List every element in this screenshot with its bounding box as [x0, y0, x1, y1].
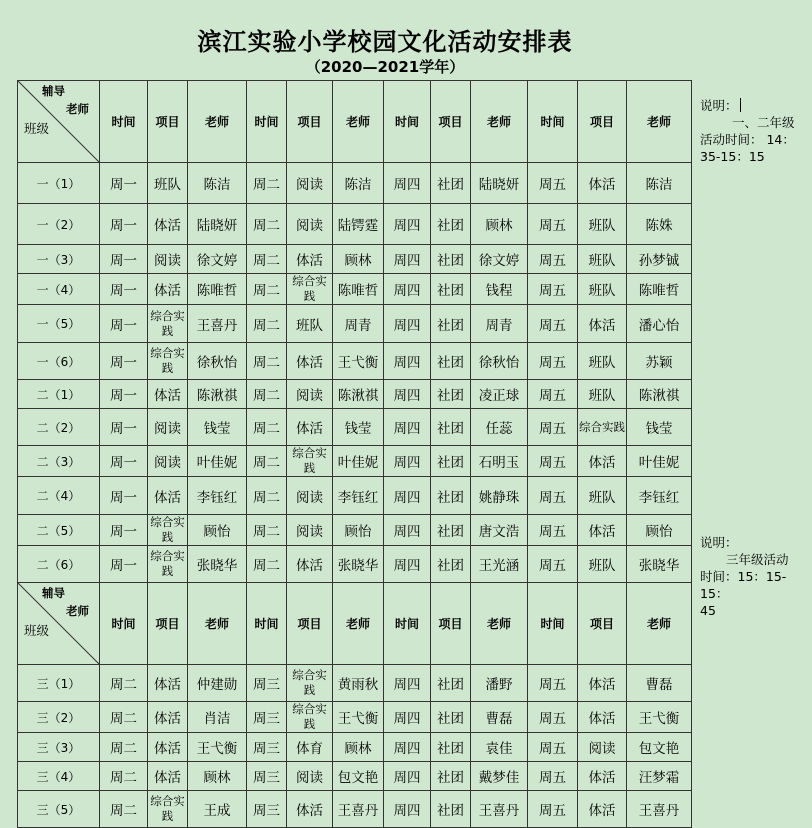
- table-cell: 体活: [578, 702, 627, 733]
- note-line: 三年级活动: [726, 552, 789, 567]
- table-cell: 周一: [100, 446, 148, 477]
- table-cell: 周一: [100, 163, 148, 204]
- table-cell: 周五: [528, 305, 578, 343]
- column-header: 时间: [100, 583, 148, 665]
- table-cell: 苏颖: [627, 343, 692, 380]
- column-header: 时间: [528, 81, 578, 163]
- class-cell: 二（5）: [18, 515, 100, 546]
- table-cell: 社团: [431, 702, 471, 733]
- table-cell: 班队: [148, 163, 188, 204]
- table-cell: 顾林: [188, 762, 247, 791]
- table-cell: 周一: [100, 546, 148, 583]
- table-cell: 周五: [528, 204, 578, 245]
- table-cell: 综合实践: [287, 702, 333, 733]
- table-cell: 周五: [528, 515, 578, 546]
- corner-cell: [18, 583, 100, 665]
- corner-label-mid: 老师: [66, 604, 89, 618]
- table-row: [18, 343, 692, 380]
- table-cell: 班队: [578, 204, 627, 245]
- table-cell: 社团: [431, 446, 471, 477]
- table-cell: 钱莹: [627, 409, 692, 446]
- table-cell: 王喜丹: [333, 791, 384, 828]
- table-cell: 李钰红: [188, 477, 247, 515]
- table-cell: 综合实践: [148, 515, 188, 546]
- table-cell: 周五: [528, 446, 578, 477]
- column-header: 项目: [287, 583, 333, 665]
- table-row: [18, 204, 692, 245]
- table-row: [18, 245, 692, 274]
- table-cell: 体活: [578, 791, 627, 828]
- table-cell: 体活: [578, 446, 627, 477]
- table-cell: 阅读: [287, 477, 333, 515]
- note-line: 一、二年级: [732, 115, 795, 130]
- table-cell: 周一: [100, 477, 148, 515]
- table-cell: 顾林: [333, 733, 384, 762]
- table-cell: 王喜丹: [471, 791, 528, 828]
- column-header: 老师: [471, 81, 528, 163]
- table-cell: 周二: [100, 733, 148, 762]
- table-cell: 周五: [528, 762, 578, 791]
- table-cell: 叶佳妮: [333, 446, 384, 477]
- table-cell: 体活: [148, 204, 188, 245]
- table-cell: 阅读: [287, 163, 333, 204]
- table-cell: 周四: [384, 274, 431, 305]
- column-header: 项目: [431, 583, 471, 665]
- table-cell: 班队: [578, 546, 627, 583]
- table-cell: 周四: [384, 733, 431, 762]
- class-cell: 三（1）: [18, 665, 100, 702]
- table-row: [18, 762, 692, 791]
- table-cell: 阅读: [287, 762, 333, 791]
- table-cell: 周四: [384, 477, 431, 515]
- table-cell: 周四: [384, 665, 431, 702]
- note-line: 活动时间： 14：: [700, 132, 795, 147]
- table-cell: 社团: [431, 409, 471, 446]
- class-cell: 二（3）: [18, 446, 100, 477]
- table-cell: 周五: [528, 163, 578, 204]
- table-cell: 周四: [384, 546, 431, 583]
- table-cell: 综合实践: [287, 446, 333, 477]
- table-cell: 李钰红: [333, 477, 384, 515]
- table-cell: 周五: [528, 477, 578, 515]
- table-cell: 周五: [528, 274, 578, 305]
- table-cell: 周二: [247, 515, 287, 546]
- table-cell: 潘野: [471, 665, 528, 702]
- table-cell: 周一: [100, 305, 148, 343]
- corner-label-mid: 老师: [66, 102, 89, 116]
- table-cell: 石明玉: [471, 446, 528, 477]
- table-cell: 陈唯哲: [188, 274, 247, 305]
- table-cell: 陈湫祺: [333, 380, 384, 409]
- column-header: 老师: [188, 81, 247, 163]
- table-cell: 周四: [384, 409, 431, 446]
- table-cell: 体育: [287, 733, 333, 762]
- table-cell: 社团: [431, 163, 471, 204]
- table-row: [18, 446, 692, 477]
- table-cell: 袁佳: [471, 733, 528, 762]
- table-cell: 周一: [100, 245, 148, 274]
- note-label: 说明：: [700, 535, 738, 550]
- table-cell: 体活: [578, 665, 627, 702]
- table-cell: 周二: [247, 305, 287, 343]
- table-cell: 综合实践: [287, 665, 333, 702]
- table-cell: 社团: [431, 515, 471, 546]
- table-cell: 陈洁: [333, 163, 384, 204]
- table-cell: 周一: [100, 274, 148, 305]
- table-cell: 班队: [287, 305, 333, 343]
- table-cell: 综合实践: [148, 791, 188, 828]
- table-cell: 周一: [100, 515, 148, 546]
- table-row: [18, 477, 692, 515]
- table-row: [18, 163, 692, 204]
- table-cell: 顾怡: [627, 515, 692, 546]
- table-row: [18, 665, 692, 702]
- column-header: 老师: [333, 583, 384, 665]
- table-cell: 周三: [247, 702, 287, 733]
- table-row: [18, 546, 692, 583]
- table-cell: 社团: [431, 204, 471, 245]
- column-header: 项目: [578, 583, 627, 665]
- table-cell: 顾林: [471, 204, 528, 245]
- table-cell: 周一: [100, 409, 148, 446]
- table-cell: 体活: [287, 791, 333, 828]
- table-cell: 陆晓妍: [188, 204, 247, 245]
- table-cell: 陈洁: [627, 163, 692, 204]
- table-cell: 曹磊: [471, 702, 528, 733]
- column-header: 项目: [148, 583, 188, 665]
- class-cell: 三（3）: [18, 733, 100, 762]
- table-cell: 体活: [148, 702, 188, 733]
- page-title: 滨江实验小学校园文化活动安排表: [197, 28, 573, 56]
- table-cell: 仲建勋: [188, 665, 247, 702]
- table-cell: 陈姝: [627, 204, 692, 245]
- table-cell: 周三: [247, 733, 287, 762]
- table-cell: 综合实践: [287, 274, 333, 305]
- table-cell: 社团: [431, 380, 471, 409]
- table-cell: 王弋衡: [188, 733, 247, 762]
- table-cell: 张晓华: [333, 546, 384, 583]
- table-cell: 周五: [528, 791, 578, 828]
- table-cell: 周四: [384, 702, 431, 733]
- class-cell: 二（2）: [18, 409, 100, 446]
- table-cell: 钱莹: [188, 409, 247, 446]
- header-row: [18, 81, 692, 163]
- table-cell: 体活: [287, 409, 333, 446]
- table-cell: 李钰红: [627, 477, 692, 515]
- table-cell: 社团: [431, 274, 471, 305]
- table-cell: 钱莹: [333, 409, 384, 446]
- table-cell: 周四: [384, 762, 431, 791]
- table-cell: 周二: [247, 446, 287, 477]
- table-cell: 周三: [247, 665, 287, 702]
- table-cell: 周二: [247, 204, 287, 245]
- table-cell: 周四: [384, 446, 431, 477]
- table-cell: 张晓华: [188, 546, 247, 583]
- class-cell: 三（2）: [18, 702, 100, 733]
- table-cell: 周五: [528, 343, 578, 380]
- corner-label-bottom: 班级: [24, 121, 50, 136]
- table-cell: 黄雨秋: [333, 665, 384, 702]
- table-cell: 周二: [100, 702, 148, 733]
- table-cell: 体活: [148, 733, 188, 762]
- table-cell: 徐秋怡: [471, 343, 528, 380]
- table-cell: 体活: [148, 665, 188, 702]
- table-cell: 周四: [384, 380, 431, 409]
- table-cell: 周一: [100, 343, 148, 380]
- table-cell: 体活: [148, 380, 188, 409]
- corner-label-top: 辅导: [42, 586, 65, 600]
- table-cell: 周五: [528, 733, 578, 762]
- column-header: 项目: [287, 81, 333, 163]
- table-cell: 周三: [247, 762, 287, 791]
- table-cell: 周二: [247, 274, 287, 305]
- table-cell: 阅读: [148, 245, 188, 274]
- class-cell: 一（3）: [18, 245, 100, 274]
- table-cell: 班队: [578, 245, 627, 274]
- table-cell: 周四: [384, 515, 431, 546]
- table-cell: 周五: [528, 409, 578, 446]
- table-cell: 陆晓妍: [471, 163, 528, 204]
- table-cell: 周二: [247, 409, 287, 446]
- column-header: 老师: [333, 81, 384, 163]
- note-grade-3: [700, 534, 808, 619]
- table-cell: 周五: [528, 702, 578, 733]
- table-cell: 周四: [384, 343, 431, 380]
- table-row: [18, 274, 692, 305]
- table-cell: 周二: [100, 762, 148, 791]
- table-cell: 体活: [148, 477, 188, 515]
- table-cell: 阅读: [287, 204, 333, 245]
- column-header: 时间: [384, 583, 431, 665]
- table-row: [18, 702, 692, 733]
- note-line: 45: [700, 603, 716, 618]
- table-row: [18, 409, 692, 446]
- table-cell: 班队: [578, 380, 627, 409]
- note-grade-1-2: [700, 97, 808, 165]
- table-cell: 社团: [431, 343, 471, 380]
- note-line: 时间：15：15-15：: [700, 569, 787, 601]
- table-cell: 周四: [384, 791, 431, 828]
- schedule-table: [17, 80, 692, 828]
- table-row: [18, 733, 692, 762]
- table-cell: 体活: [287, 546, 333, 583]
- table-cell: 体活: [287, 245, 333, 274]
- table-cell: 周青: [471, 305, 528, 343]
- table-cell: 陈唯哲: [627, 274, 692, 305]
- table-cell: 叶佳妮: [627, 446, 692, 477]
- table-cell: 周五: [528, 665, 578, 702]
- class-cell: 一（1）: [18, 163, 100, 204]
- table-cell: 周五: [528, 380, 578, 409]
- class-cell: 二（6）: [18, 546, 100, 583]
- table-cell: 王喜丹: [627, 791, 692, 828]
- table-cell: 班队: [578, 274, 627, 305]
- table-cell: 阅读: [148, 409, 188, 446]
- table-cell: 周四: [384, 163, 431, 204]
- corner-cell: [18, 81, 100, 163]
- table-cell: 周五: [528, 245, 578, 274]
- class-cell: 一（4）: [18, 274, 100, 305]
- class-cell: 二（4）: [18, 477, 100, 515]
- class-cell: 二（1）: [18, 380, 100, 409]
- table-cell: 潘心怡: [627, 305, 692, 343]
- table-cell: 班队: [578, 343, 627, 380]
- class-cell: 一（6）: [18, 343, 100, 380]
- table-cell: 王弋衡: [627, 702, 692, 733]
- table-row: [18, 305, 692, 343]
- table-cell: 社团: [431, 733, 471, 762]
- column-header: 老师: [627, 583, 692, 665]
- table-cell: 姚静珠: [471, 477, 528, 515]
- table-cell: 王光涵: [471, 546, 528, 583]
- table-cell: 徐文婷: [471, 245, 528, 274]
- table-cell: 社团: [431, 791, 471, 828]
- column-header: 时间: [100, 81, 148, 163]
- note-label: 说明：: [700, 98, 738, 113]
- table-cell: 陆锷霆: [333, 204, 384, 245]
- table-cell: 陈湫祺: [627, 380, 692, 409]
- table-cell: 戴梦佳: [471, 762, 528, 791]
- table-cell: 叶佳妮: [188, 446, 247, 477]
- table-cell: 周二: [247, 380, 287, 409]
- table-cell: 徐文婷: [188, 245, 247, 274]
- header-row: [18, 583, 692, 665]
- table-cell: 王弋衡: [333, 343, 384, 380]
- table-cell: 顾林: [333, 245, 384, 274]
- table-cell: 孙梦铖: [627, 245, 692, 274]
- table-cell: 顾怡: [333, 515, 384, 546]
- table-cell: 肖洁: [188, 702, 247, 733]
- table-cell: 曹磊: [627, 665, 692, 702]
- column-header: 老师: [188, 583, 247, 665]
- corner-label-bottom: 班级: [24, 623, 50, 638]
- column-header: 老师: [471, 583, 528, 665]
- table-cell: 体活: [578, 515, 627, 546]
- corner-label-top: 辅导: [42, 84, 65, 98]
- table-cell: 陈洁: [188, 163, 247, 204]
- table-cell: 社团: [431, 477, 471, 515]
- column-header: 老师: [627, 81, 692, 163]
- table-cell: 综合实践: [148, 343, 188, 380]
- table-cell: 社团: [431, 546, 471, 583]
- table-row: [18, 380, 692, 409]
- table-cell: 阅读: [287, 380, 333, 409]
- table-cell: 体活: [148, 274, 188, 305]
- table-cell: 周四: [384, 305, 431, 343]
- column-header: 项目: [148, 81, 188, 163]
- table-cell: 综合实践: [148, 546, 188, 583]
- table-cell: 周一: [100, 204, 148, 245]
- class-cell: 一（5）: [18, 305, 100, 343]
- table-cell: 周五: [528, 546, 578, 583]
- table-cell: 任蕊: [471, 409, 528, 446]
- column-header: 时间: [528, 583, 578, 665]
- table-cell: 包文艳: [333, 762, 384, 791]
- table-cell: 周二: [247, 245, 287, 274]
- table-cell: 体活: [287, 343, 333, 380]
- table-cell: 包文艳: [627, 733, 692, 762]
- table-cell: 社团: [431, 305, 471, 343]
- table-cell: 社团: [431, 665, 471, 702]
- column-header: 时间: [247, 81, 287, 163]
- table-cell: 凌正球: [471, 380, 528, 409]
- class-cell: 一（2）: [18, 204, 100, 245]
- table-cell: 周青: [333, 305, 384, 343]
- page-subtitle: （2020—2021学年）: [305, 58, 465, 76]
- table-cell: 汪梦霜: [627, 762, 692, 791]
- table-cell: 周四: [384, 245, 431, 274]
- table-cell: 周二: [247, 163, 287, 204]
- table-cell: 综合实践: [578, 409, 627, 446]
- table-cell: 周一: [100, 380, 148, 409]
- table-cell: 社团: [431, 762, 471, 791]
- text-cursor: [740, 98, 741, 112]
- table-cell: 唐文浩: [471, 515, 528, 546]
- table-cell: 周二: [100, 665, 148, 702]
- table-cell: 社团: [431, 245, 471, 274]
- class-cell: 三（5）: [18, 791, 100, 828]
- table-cell: 徐秋怡: [188, 343, 247, 380]
- table-cell: 班队: [578, 477, 627, 515]
- table-cell: 体活: [578, 305, 627, 343]
- table-cell: 陈湫祺: [188, 380, 247, 409]
- table-cell: 周二: [247, 546, 287, 583]
- table-cell: 周四: [384, 204, 431, 245]
- table-cell: 综合实践: [148, 305, 188, 343]
- table-cell: 王弋衡: [333, 702, 384, 733]
- column-header: 时间: [247, 583, 287, 665]
- table-cell: 钱程: [471, 274, 528, 305]
- table-cell: 周二: [247, 477, 287, 515]
- table-cell: 体活: [148, 762, 188, 791]
- note-line: 35-15：15: [700, 149, 765, 164]
- table-cell: 周二: [247, 343, 287, 380]
- table-cell: 阅读: [287, 515, 333, 546]
- column-header: 项目: [578, 81, 627, 163]
- column-header: 时间: [384, 81, 431, 163]
- class-cell: 三（4）: [18, 762, 100, 791]
- table-cell: 体活: [578, 163, 627, 204]
- table-row: [18, 515, 692, 546]
- table-cell: 阅读: [148, 446, 188, 477]
- table-cell: 周三: [247, 791, 287, 828]
- table-cell: 体活: [578, 762, 627, 791]
- table-cell: 张晓华: [627, 546, 692, 583]
- table-cell: 王喜丹: [188, 305, 247, 343]
- table-cell: 王成: [188, 791, 247, 828]
- table-cell: 顾怡: [188, 515, 247, 546]
- table-cell: 陈唯哲: [333, 274, 384, 305]
- column-header: 项目: [431, 81, 471, 163]
- table-row: [18, 791, 692, 828]
- table-cell: 阅读: [578, 733, 627, 762]
- table-cell: 周二: [100, 791, 148, 828]
